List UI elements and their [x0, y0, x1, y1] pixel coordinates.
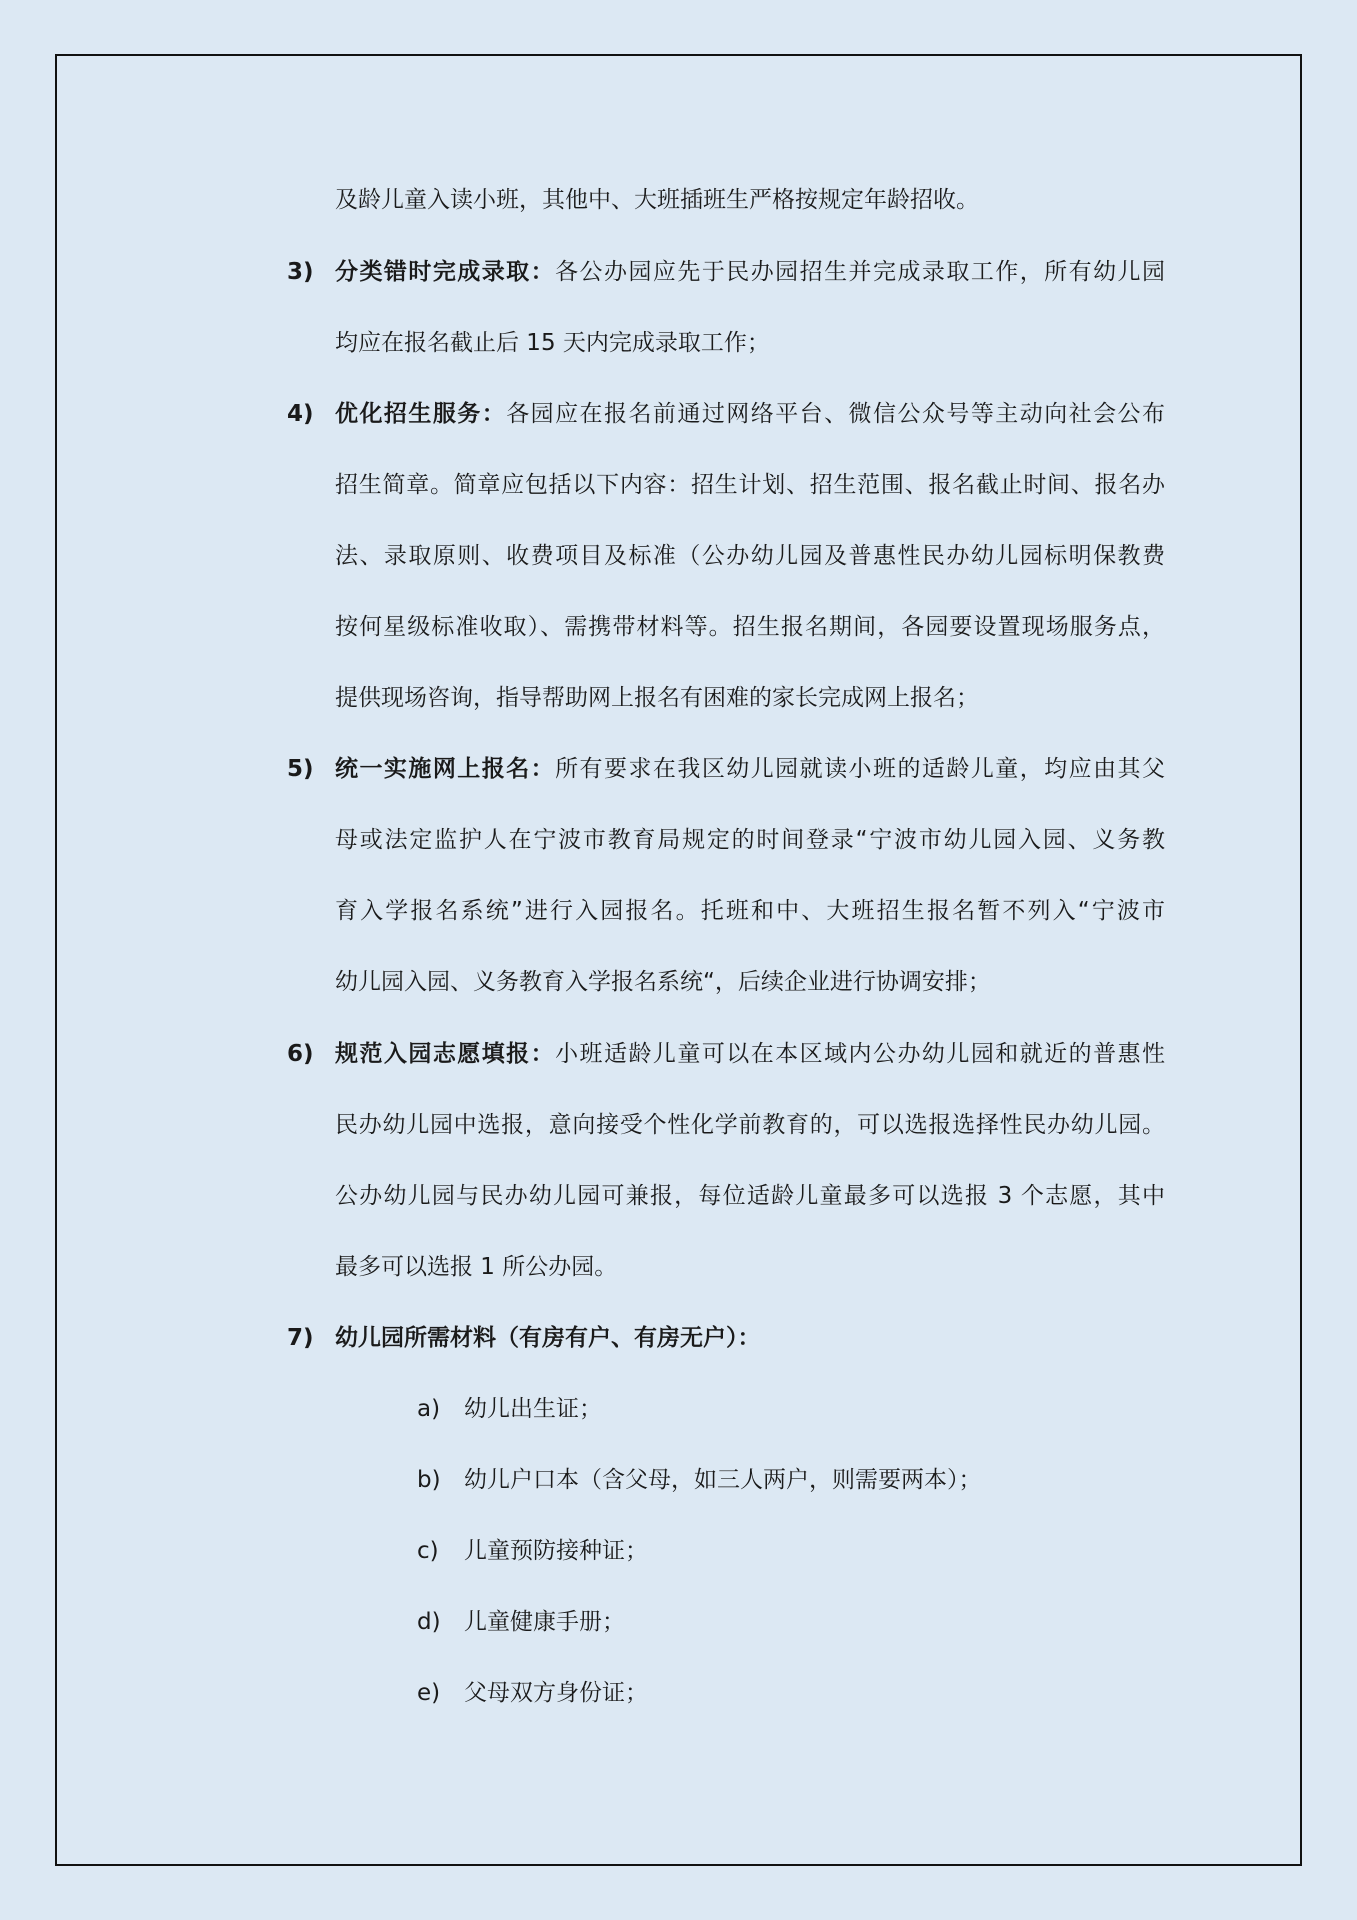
- sub-item-letter-e: e): [417, 1680, 441, 1706]
- item-4-line-3: 法、录取原则、收费项目及标准（公办幼儿园及普惠性民办幼儿园标明保教费: [335, 543, 1165, 569]
- item-3-line-1: [335, 256, 1165, 288]
- item-6-title: 规范入园志愿填报：: [335, 1041, 556, 1067]
- item-5-line-1: [335, 753, 1165, 785]
- item-5-title: 统一实施网上报名：: [335, 756, 556, 782]
- item-number-6: 6): [287, 1041, 314, 1067]
- sub-item-text-b: 幼儿户口本（含父母，如三人两户，则需要两本）；: [464, 1467, 982, 1493]
- item-4-title: 优化招生服务：: [335, 401, 507, 427]
- item-7-title: 幼儿园所需材料（有房有户、有房无户）：: [335, 1325, 761, 1351]
- item-5-text: 所有要求在我区幼儿园就读小班的适龄儿童，均应由其父: [555, 756, 1166, 782]
- item-5-line-3: 育入学报名系统”进行入园报名。托班和中、大班招生报名暂不列入“宁波市: [335, 898, 1165, 924]
- item-6-line-3: 公办幼儿园与民办幼儿园可兼报，每位适龄儿童最多可以选报 3 个志愿，其中: [335, 1183, 1165, 1209]
- sub-item-text-e: 父母双方身份证；: [464, 1680, 648, 1706]
- sub-item-letter-b: b): [417, 1467, 441, 1493]
- item-4-line-2: 招生简章。简章应包括以下内容：招生计划、招生范围、报名截止时间、报名办: [335, 472, 1165, 498]
- item-5-line-2: 母或法定监护人在宁波市教育局规定的时间登录“宁波市幼儿园入园、义务教: [335, 827, 1165, 853]
- sub-item-letter-a: a): [417, 1396, 441, 1422]
- sub-item-letter-d: d): [417, 1609, 441, 1635]
- document-page: [55, 54, 1302, 1866]
- item-5-line-4: 幼儿园入园、义务教育入学报名系统“，后续企业进行协调安排；: [335, 969, 991, 995]
- item-4-line-1: [335, 398, 1165, 430]
- item-6-line-1: [335, 1038, 1165, 1070]
- item-number-7: 7): [287, 1325, 314, 1351]
- item-6-text: 小班适龄儿童可以在本区域内公办幼儿园和就近的普惠性: [555, 1041, 1166, 1067]
- sub-item-text-a: 幼儿出生证；: [464, 1396, 602, 1422]
- sub-item-text-d: 儿童健康手册；: [464, 1609, 625, 1635]
- item-3-text: 各公办园应先于民办园招生并完成录取工作，所有幼儿园: [555, 259, 1166, 285]
- item-4-line-4: 按何星级标准收取）、需携带材料等。招生报名期间，各园要设置现场服务点，: [335, 614, 1165, 640]
- item-6-line-2: 民办幼儿园中选报，意向接受个性化学前教育的，可以选报选择性民办幼儿园。: [335, 1112, 1165, 1138]
- sub-item-text-c: 儿童预防接种证；: [464, 1538, 648, 1564]
- item-3-line-2: 均应在报名截止后 15 天内完成录取工作；: [335, 330, 770, 356]
- item-4-line-5: 提供现场咨询，指导帮助网上报名有困难的家长完成网上报名；: [335, 685, 979, 711]
- item-3-title: 分类错时完成录取：: [335, 259, 556, 285]
- item-number-3: 3): [287, 259, 314, 285]
- continuation-text: 及龄儿童入读小班，其他中、大班插班生严格按规定年龄招收。: [335, 187, 979, 213]
- sub-item-letter-c: c): [417, 1538, 439, 1564]
- item-4-text: 各园应在报名前通过网络平台、微信公众号等主动向社会公布: [506, 401, 1166, 427]
- item-number-4: 4): [287, 401, 314, 427]
- item-6-line-4: 最多可以选报 1 所公办园。: [335, 1254, 618, 1280]
- item-number-5: 5): [287, 756, 314, 782]
